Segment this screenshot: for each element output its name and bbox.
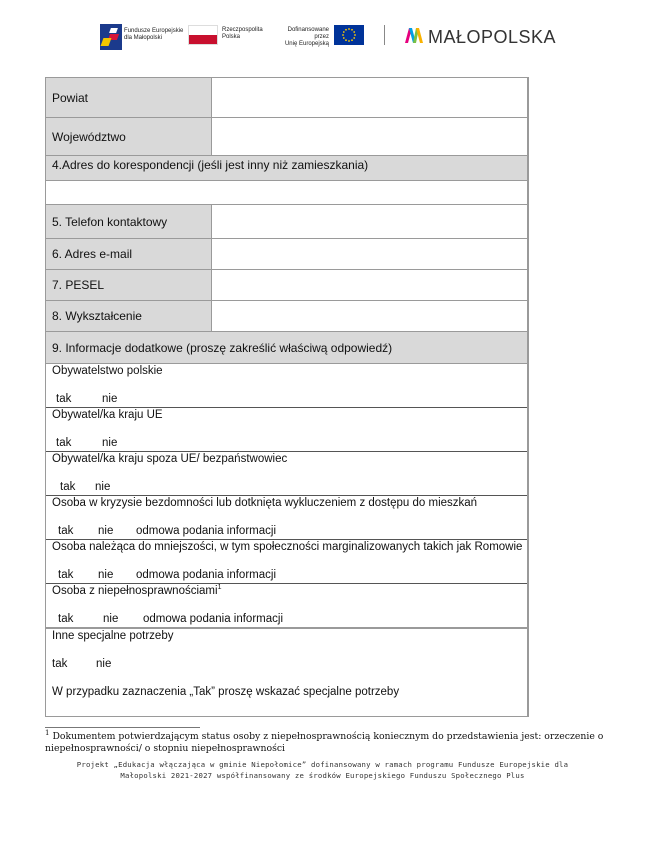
pesel-input[interactable] <box>212 270 527 300</box>
question-kryzys-bezdomnosci <box>46 496 527 540</box>
logo-text-line: Fundusze Europejskie <box>124 28 184 34</box>
option-nie[interactable]: nie <box>102 437 118 449</box>
field-label: Powiat <box>46 78 212 117</box>
option-tak[interactable]: tak <box>56 437 72 449</box>
logo-text-line: Rzeczpospolita <box>222 27 263 33</box>
option-tak[interactable]: tak <box>52 658 68 670</box>
polish-flag-icon <box>188 25 218 45</box>
footnote <box>45 728 605 755</box>
option-nie[interactable]: nie <box>98 569 114 581</box>
question-text: Osoba z niepełnosprawnościami <box>52 585 218 597</box>
logo-text-line: Unię Europejską <box>284 41 329 47</box>
eu-cofinanced-text <box>273 27 329 48</box>
application-form-table <box>45 77 529 717</box>
form-row-powiat <box>46 78 527 118</box>
malopolska-logo-icon <box>404 25 424 45</box>
powiat-input[interactable] <box>212 78 527 117</box>
option-odmowa[interactable]: odmowa podania informacji <box>136 525 276 537</box>
form-row-wyksztalcenie <box>46 301 527 332</box>
section-header-informacje-dodatkowe <box>46 332 527 364</box>
logo-text-line: Dofinansowane przez <box>287 27 329 40</box>
option-nie[interactable]: nie <box>102 393 118 405</box>
special-needs-note: W przypadku zaznaczenia „Tak” proszę wskazać specjalne potrzeby <box>52 686 400 698</box>
fundusze-europejskie-logo-icon <box>100 24 122 50</box>
section-label: 4.Adres do korespondencji (jeśli jest inny niż zamieszkania) <box>46 156 527 180</box>
question-label: Obywatel/ka kraju spoza UE/ bezpaństwowiec <box>52 453 288 465</box>
question-niepelnosprawnosci <box>46 584 527 628</box>
email-input[interactable] <box>212 239 527 269</box>
question-label: Obywatelstwo polskie <box>52 365 163 377</box>
option-tak[interactable]: tak <box>58 569 74 581</box>
project-footer-line: Małopolski 2021-2027 współfinansowany ze środków Europejskiego Funduszu Społecznego Plus <box>120 771 525 780</box>
question-label: Inne specjalne potrzeby <box>52 630 174 642</box>
question-obywatel-spoza-ue <box>46 452 527 496</box>
option-nie[interactable]: nie <box>103 613 119 625</box>
option-odmowa[interactable]: odmowa podania informacji <box>143 613 283 625</box>
eu-flag-icon <box>334 25 364 45</box>
field-label: 7. PESEL <box>46 270 212 300</box>
page-header <box>0 0 652 65</box>
question-label: Obywatel/ka kraju UE <box>52 409 163 421</box>
fundusze-europejskie-logo-text <box>124 28 194 42</box>
option-tak[interactable]: tak <box>56 393 72 405</box>
question-obywatel-ue <box>46 408 527 452</box>
malopolska-logo-text: MAŁOPOLSKA <box>428 27 557 47</box>
option-nie[interactable]: nie <box>96 658 112 670</box>
question-obywatelstwo-polskie <box>46 364 527 408</box>
rzeczpospolita-logo-text <box>222 27 263 41</box>
wyksztalcenie-input[interactable] <box>212 301 527 331</box>
option-nie[interactable]: nie <box>98 525 114 537</box>
footnote-mark[interactable]: 1 <box>217 584 222 592</box>
wojewodztwo-input[interactable] <box>212 118 527 155</box>
footnote-mark: 1 <box>45 728 50 737</box>
option-tak[interactable]: tak <box>58 613 74 625</box>
adres-korespondencji-input[interactable] <box>46 181 527 204</box>
header-separator <box>384 25 385 45</box>
footnote-text: Dokumentem potwierdzającym status osoby z niepełnosprawnością koniecznym do przedstawienia jest: orzeczenie o niepełnosprawności/ o stopniu niepełnosprawności <box>45 731 604 754</box>
form-row-telefon <box>46 205 527 239</box>
footnote-separator <box>45 727 200 728</box>
field-label: Województwo <box>46 118 212 155</box>
question-label <box>52 585 221 597</box>
project-footer <box>40 759 605 781</box>
form-row-pesel <box>46 270 527 301</box>
field-label: 8. Wykształcenie <box>46 301 212 331</box>
option-tak[interactable]: tak <box>60 481 76 493</box>
telefon-input[interactable] <box>212 205 527 238</box>
logo-text-line: dla Małopolski <box>124 35 163 41</box>
question-label: Osoba należąca do mniejszości, w tym społeczności marginalizowanych takich jak Romowie <box>52 541 523 553</box>
option-tak[interactable]: tak <box>58 525 74 537</box>
form-row-wojewodztwo <box>46 118 527 156</box>
form-row-adres-korespondencji <box>46 181 527 205</box>
question-inne-potrzeby <box>46 628 527 716</box>
section-label: 9. Informacje dodatkowe (proszę zakreślić właściwą odpowiedź) <box>46 332 527 363</box>
option-odmowa[interactable]: odmowa podania informacji <box>136 569 276 581</box>
question-label: Osoba w kryzysie bezdomności lub dotknięta wykluczeniem z dostępu do mieszkań <box>52 497 478 509</box>
form-row-email <box>46 239 527 270</box>
logo-text-line: Polska <box>222 34 241 40</box>
section-header-adres-korespondencji <box>46 156 527 181</box>
field-label: 5. Telefon kontaktowy <box>46 205 212 238</box>
question-mniejszosci <box>46 540 527 584</box>
project-footer-line: Projekt „Edukacja włączająca w gminie Niepołomice” dofinansowany w ramach programu Fundusze Europejskie dla <box>76 760 569 769</box>
option-nie[interactable]: nie <box>95 481 111 493</box>
field-label: 6. Adres e-mail <box>46 239 212 269</box>
